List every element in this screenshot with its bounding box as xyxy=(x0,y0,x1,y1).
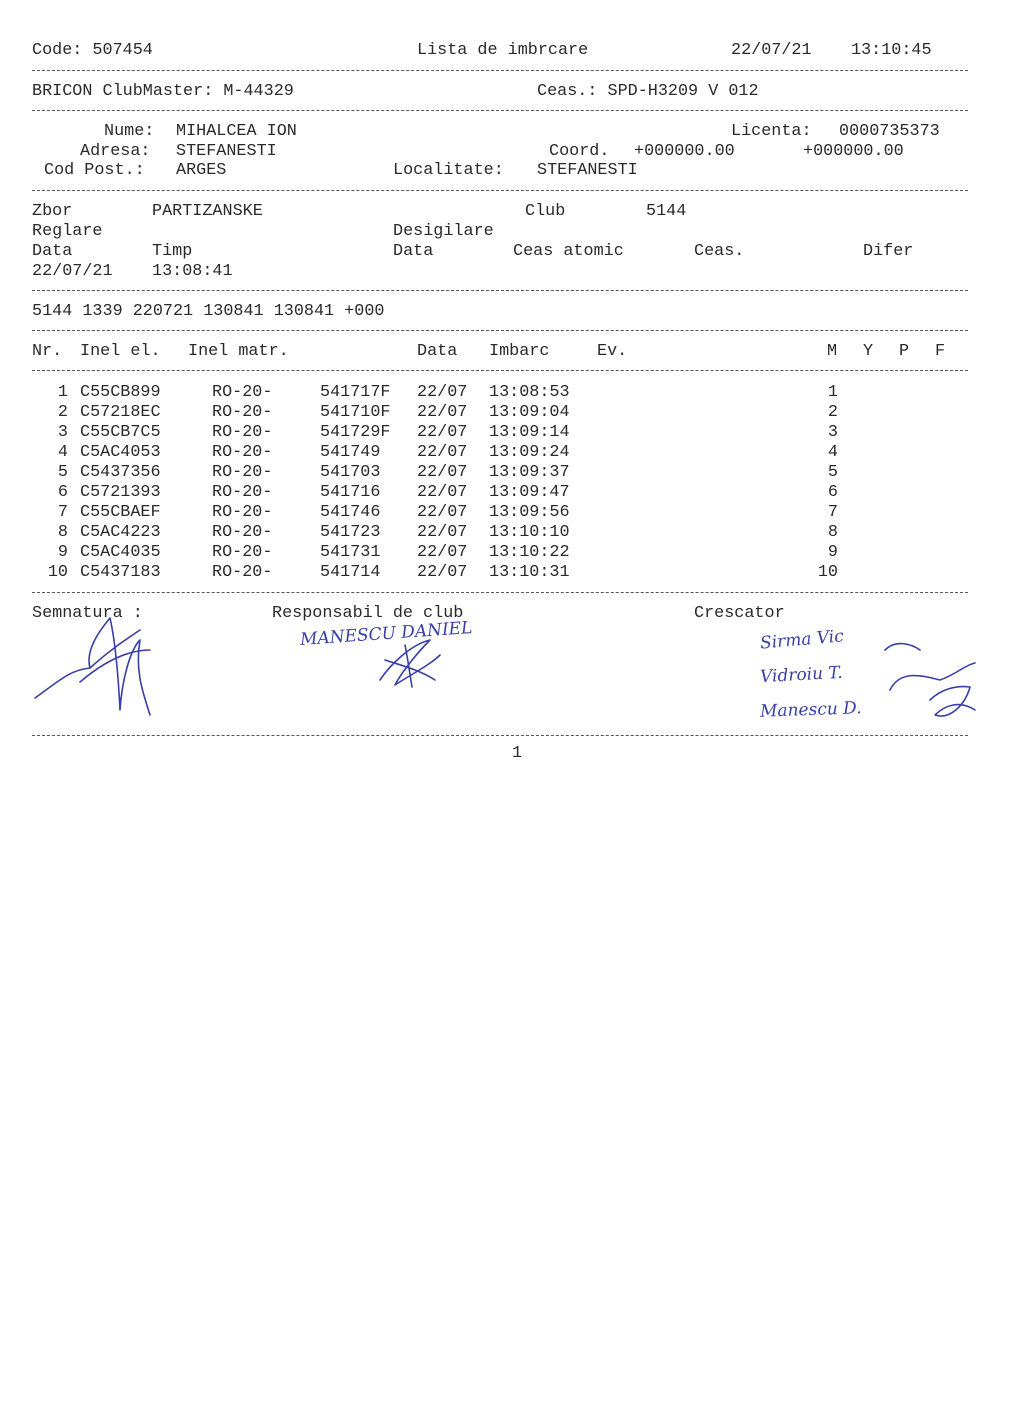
responsabil-label: Responsabil de club xyxy=(272,604,464,623)
crescator-handwritten-2: Vidroiu T. xyxy=(759,662,844,688)
col-m: M xyxy=(827,342,838,361)
row-time: 13:08:53 xyxy=(489,383,570,402)
col-inel-el: Inel el. xyxy=(80,342,161,361)
col-nr: Nr. xyxy=(32,342,63,361)
doc-code: Code: 507454 xyxy=(32,41,153,60)
row-prefix: RO-20- xyxy=(212,463,273,482)
page-number: 1 xyxy=(512,744,523,763)
ceas-atomic-label: Ceas atomic xyxy=(513,242,624,261)
row-time: 13:09:04 xyxy=(489,403,570,422)
difer-label: Difer xyxy=(863,242,914,261)
row-nr: 3 xyxy=(57,423,68,442)
divider xyxy=(32,290,968,291)
nume-label: Nume: xyxy=(104,122,155,141)
crescator-handwritten-1: Sirma Vic xyxy=(759,626,845,654)
row-inel-el: C5AC4223 xyxy=(80,523,161,542)
col-y: Y xyxy=(863,342,874,361)
crescator-handwritten-3: Manescu D. xyxy=(759,698,862,722)
row-date: 22/07 xyxy=(417,443,468,462)
signature-responsabil xyxy=(370,635,450,690)
row-time: 13:10:31 xyxy=(489,563,570,582)
row-inel-el: C5721393 xyxy=(80,483,161,502)
adresa-value: STEFANESTI xyxy=(176,142,277,161)
data-label: Data xyxy=(32,242,73,261)
row-prefix: RO-20- xyxy=(212,383,273,402)
signature-semnatura xyxy=(30,610,170,720)
row-nr: 2 xyxy=(57,403,68,422)
col-inel-matr: Inel matr. xyxy=(188,342,289,361)
divider xyxy=(32,735,968,736)
row-inel-el: C55CB7C5 xyxy=(80,423,161,442)
row-prefix: RO-20- xyxy=(212,543,273,562)
row-nr: 7 xyxy=(57,503,68,522)
row-inel-matr: 541710F xyxy=(320,403,391,422)
row-time: 13:09:24 xyxy=(489,443,570,462)
row-m: 5 xyxy=(827,463,838,482)
row-time: 13:09:56 xyxy=(489,503,570,522)
coord-lon: +000000.00 xyxy=(803,142,904,161)
row-time: 13:09:47 xyxy=(489,483,570,502)
col-f: F xyxy=(935,342,946,361)
desigilare-label: Desigilare xyxy=(393,222,494,241)
doc-date: 22/07/21 xyxy=(731,41,812,60)
row-inel-matr: 541717F xyxy=(320,383,391,402)
row-m: 1 xyxy=(827,383,838,402)
divider xyxy=(32,110,968,111)
col-imbarc: Imbarc xyxy=(489,342,550,361)
row-date: 22/07 xyxy=(417,523,468,542)
row-date: 22/07 xyxy=(417,563,468,582)
row-inel-matr: 541723 xyxy=(320,523,381,542)
row-m: 4 xyxy=(827,443,838,462)
club-value: 5144 xyxy=(646,202,687,221)
nume-value: MIHALCEA ION xyxy=(176,122,297,141)
ceas-label: Ceas. xyxy=(694,242,745,261)
row-prefix: RO-20- xyxy=(212,403,273,422)
row-inel-matr: 541729F xyxy=(320,423,391,442)
row-nr: 1 xyxy=(57,383,68,402)
row-date: 22/07 xyxy=(417,503,468,522)
row-inel-el: C57218EC xyxy=(80,403,161,422)
club-label: Club xyxy=(525,202,566,221)
zbor-label: Zbor xyxy=(32,202,73,221)
adresa-label: Adresa: xyxy=(80,142,151,161)
row-nr: 9 xyxy=(57,543,68,562)
reglare-label: Reglare xyxy=(32,222,103,241)
row-inel-matr: 541716 xyxy=(320,483,381,502)
col-ev: Ev. xyxy=(597,342,628,361)
row-nr: 4 xyxy=(57,443,68,462)
sync-line: 5144 1339 220721 130841 130841 +000 xyxy=(32,302,385,321)
row-m: 2 xyxy=(827,403,838,422)
codpost-value: ARGES xyxy=(176,161,227,180)
crescator-label: Crescator xyxy=(694,604,785,623)
row-prefix: RO-20- xyxy=(212,563,273,582)
col-data: Data xyxy=(417,342,458,361)
col-p: P xyxy=(899,342,910,361)
row-m: 9 xyxy=(827,543,838,562)
localitate-value: STEFANESTI xyxy=(537,161,638,180)
divider xyxy=(32,592,968,593)
divider xyxy=(32,190,968,191)
divider xyxy=(32,70,968,71)
zbor-value: PARTIZANSKE xyxy=(152,202,263,221)
licenta-label: Licenta: xyxy=(731,122,812,141)
responsabil-handwritten: MANESCU DANIEL xyxy=(299,618,474,650)
reglare-date: 22/07/21 xyxy=(32,262,113,281)
row-date: 22/07 xyxy=(417,543,468,562)
row-nr: 8 xyxy=(57,523,68,542)
row-time: 13:09:37 xyxy=(489,463,570,482)
row-inel-el: C55CBAEF xyxy=(80,503,161,522)
row-date: 22/07 xyxy=(417,383,468,402)
timp-label: Timp xyxy=(152,242,193,261)
row-m: 3 xyxy=(827,423,838,442)
clock-id: Ceas.: SPD-H3209 V 012 xyxy=(537,82,759,101)
row-time: 13:09:14 xyxy=(489,423,570,442)
divider xyxy=(32,330,968,331)
row-inel-el: C5AC4053 xyxy=(80,443,161,462)
row-prefix: RO-20- xyxy=(212,503,273,522)
localitate-label: Localitate: xyxy=(393,161,504,180)
reglare-time: 13:08:41 xyxy=(152,262,233,281)
coord-label: Coord. xyxy=(549,142,610,161)
clubmaster-id: BRICON ClubMaster: M-44329 xyxy=(32,82,294,101)
row-inel-matr: 541749 xyxy=(320,443,381,462)
divider xyxy=(32,370,968,371)
row-nr: 10 xyxy=(47,563,68,582)
row-m: 10 xyxy=(817,563,838,582)
row-m: 7 xyxy=(827,503,838,522)
row-inel-el: C5AC4035 xyxy=(80,543,161,562)
row-m: 6 xyxy=(827,483,838,502)
row-date: 22/07 xyxy=(417,423,468,442)
row-prefix: RO-20- xyxy=(212,483,273,502)
row-inel-el: C5437356 xyxy=(80,463,161,482)
doc-title: Lista de imbrcare xyxy=(417,41,589,60)
row-inel-el: C5437183 xyxy=(80,563,161,582)
row-prefix: RO-20- xyxy=(212,523,273,542)
row-prefix: RO-20- xyxy=(212,443,273,462)
row-time: 13:10:22 xyxy=(489,543,570,562)
coord-lat: +000000.00 xyxy=(634,142,735,161)
signature-crescator xyxy=(880,635,980,725)
row-m: 8 xyxy=(827,523,838,542)
row-date: 22/07 xyxy=(417,483,468,502)
licenta-value: 0000735373 xyxy=(839,122,940,141)
row-inel-matr: 541746 xyxy=(320,503,381,522)
row-inel-matr: 541731 xyxy=(320,543,381,562)
row-inel-el: C55CB899 xyxy=(80,383,161,402)
row-inel-matr: 541714 xyxy=(320,563,381,582)
row-date: 22/07 xyxy=(417,403,468,422)
row-date: 22/07 xyxy=(417,463,468,482)
row-time: 13:10:10 xyxy=(489,523,570,542)
row-nr: 5 xyxy=(57,463,68,482)
row-inel-matr: 541703 xyxy=(320,463,381,482)
semnatura-label: Semnatura : xyxy=(32,604,143,623)
data2-label: Data xyxy=(393,242,434,261)
row-prefix: RO-20- xyxy=(212,423,273,442)
row-nr: 6 xyxy=(57,483,68,502)
codpost-label: Cod Post.: xyxy=(44,161,145,180)
doc-time: 13:10:45 xyxy=(851,41,932,60)
